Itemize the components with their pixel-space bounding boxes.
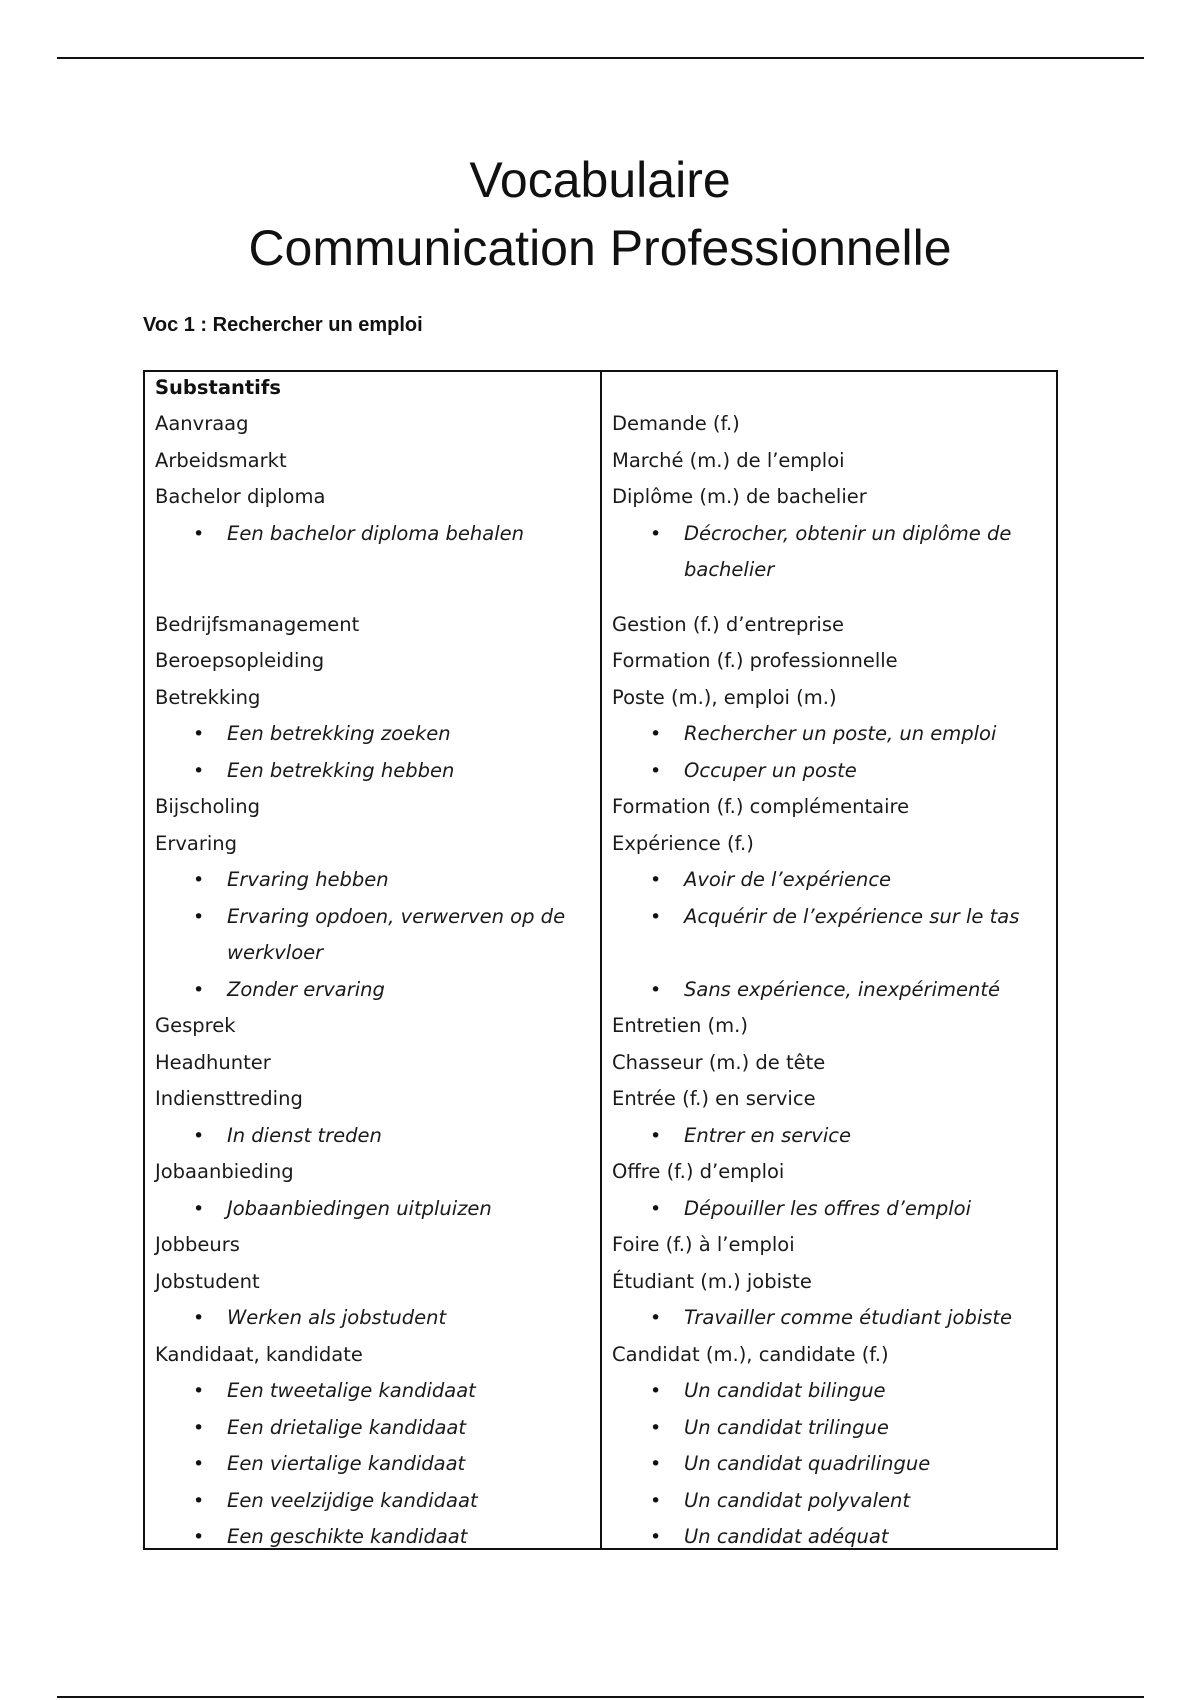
bullet-icon: • [193, 1417, 205, 1439]
bullet-icon: • [193, 523, 205, 545]
term-nl: Beroepsopleiding [155, 649, 325, 672]
example-nl: Een betrekking hebben [227, 759, 455, 782]
term-fr: Demande (f.) [612, 412, 740, 435]
term-nl: Ervaring [155, 832, 237, 855]
example-nl: Werken als jobstudent [227, 1306, 447, 1329]
term-fr: Expérience (f.) [612, 832, 754, 855]
example-fr: Un candidat trilingue [684, 1416, 889, 1439]
example-fr: Occuper un poste [684, 759, 857, 782]
bullet-icon: • [193, 723, 205, 745]
example-nl: Een tweetalige kandidaat [227, 1379, 476, 1402]
bullet-icon: • [193, 1490, 205, 1512]
bullet-icon: • [650, 1453, 662, 1475]
term-fr: Chasseur (m.) de tête [612, 1051, 826, 1074]
bullet-icon: • [193, 1198, 205, 1220]
example-fr: Un candidat quadrilingue [684, 1452, 931, 1475]
term-nl: Bijscholing [155, 795, 260, 818]
term-fr: Marché (m.) de l’emploi [612, 449, 845, 472]
example-fr: Un candidat polyvalent [684, 1489, 911, 1512]
bottom-rule [57, 1696, 1144, 1698]
bullet-icon: • [193, 1125, 205, 1147]
term-nl: Gesprek [155, 1014, 236, 1037]
term-fr: Formation (f.) complémentaire [612, 795, 910, 818]
example-nl: Ervaring hebben [227, 868, 389, 891]
bullet-icon: • [650, 1380, 662, 1402]
bullet-icon: • [193, 979, 205, 1001]
section-heading: Voc 1 : Rechercher un emploi [143, 314, 423, 336]
example-nl: Zonder ervaring [227, 978, 385, 1001]
example-nl: Een drietalige kandidaat [227, 1416, 467, 1439]
example-nl: Ervaring opdoen, verwerven op de werkvloer [227, 905, 566, 964]
term-fr: Étudiant (m.) jobiste [612, 1270, 812, 1293]
term-fr: Gestion (f.) d’entreprise [612, 613, 845, 636]
example-nl: Een betrekking zoeken [227, 722, 451, 745]
term-fr: Diplôme (m.) de bachelier [612, 485, 867, 508]
term-nl: Betrekking [155, 686, 261, 709]
example-fr: Avoir de l’expérience [684, 868, 892, 891]
bullet-icon: • [650, 1417, 662, 1439]
document-title [0, 146, 1200, 282]
term-nl: Arbeidsmarkt [155, 449, 287, 472]
example-fr: Un candidat bilingue [684, 1379, 886, 1402]
top-rule [57, 57, 1144, 59]
bullet-icon: • [193, 869, 205, 891]
example-nl: Een viertalige kandidaat [227, 1452, 466, 1475]
example-fr: Rechercher un poste, un emploi [684, 722, 997, 745]
example-nl: Een bachelor diploma behalen [227, 522, 524, 545]
term-fr: Formation (f.) professionnelle [612, 649, 898, 672]
column-header: Substantifs [155, 376, 281, 399]
bullet-icon: • [650, 906, 662, 928]
term-nl: Jobaanbieding [155, 1160, 294, 1183]
term-fr: Poste (m.), emploi (m.) [612, 686, 837, 709]
term-nl: Bedrijfsmanagement [155, 613, 360, 636]
term-nl: Jobbeurs [155, 1233, 240, 1256]
bullet-icon: • [650, 723, 662, 745]
bullet-icon: • [650, 1125, 662, 1147]
example-fr: Dépouiller les offres d’emploi [684, 1197, 972, 1220]
bullet-icon: • [650, 979, 662, 1001]
example-nl: Jobaanbiedingen uitpluizen [227, 1197, 492, 1220]
term-nl: Jobstudent [155, 1270, 260, 1293]
term-nl: Bachelor diploma [155, 485, 326, 508]
term-fr: Entretien (m.) [612, 1014, 748, 1037]
bullet-icon: • [193, 760, 205, 782]
example-fr: Décrocher, obtenir un diplôme de bachelier [684, 522, 1012, 581]
bullet-icon: • [193, 1307, 205, 1329]
bullet-icon: • [650, 1526, 662, 1548]
term-fr: Entrée (f.) en service [612, 1087, 816, 1110]
bullet-icon: • [650, 523, 662, 545]
example-fr: Entrer en service [684, 1124, 851, 1147]
bullet-icon: • [650, 869, 662, 891]
example-fr: Un candidat adéquat [684, 1525, 889, 1548]
example-fr: Travailler comme étudiant jobiste [684, 1306, 1013, 1329]
term-nl: Kandidaat, kandidate [155, 1343, 363, 1366]
title-line-1: Vocabulaire [469, 152, 731, 208]
column-divider [600, 372, 602, 1548]
title-line-2: Communication Professionnelle [248, 220, 952, 276]
bullet-icon: • [193, 1380, 205, 1402]
example-fr: Sans expérience, inexpérimenté [684, 978, 1000, 1001]
bullet-icon: • [193, 1453, 205, 1475]
bullet-icon: • [193, 1526, 205, 1548]
example-nl: In dienst treden [227, 1124, 382, 1147]
example-nl: Een geschikte kandidaat [227, 1525, 468, 1548]
vocabulary-table [143, 370, 1058, 1550]
example-fr: Acquérir de l’expérience sur le tas [684, 905, 1020, 928]
bullet-icon: • [650, 760, 662, 782]
term-nl: Aanvraag [155, 412, 249, 435]
bullet-icon: • [650, 1198, 662, 1220]
term-fr: Offre (f.) d’emploi [612, 1160, 785, 1183]
example-nl: Een veelzijdige kandidaat [227, 1489, 478, 1512]
bullet-icon: • [193, 906, 205, 928]
bullet-icon: • [650, 1490, 662, 1512]
term-fr: Foire (f.) à l’emploi [612, 1233, 795, 1256]
bullet-icon: • [650, 1307, 662, 1329]
term-nl: Headhunter [155, 1051, 271, 1074]
term-fr: Candidat (m.), candidate (f.) [612, 1343, 889, 1366]
term-nl: Indiensttreding [155, 1087, 303, 1110]
